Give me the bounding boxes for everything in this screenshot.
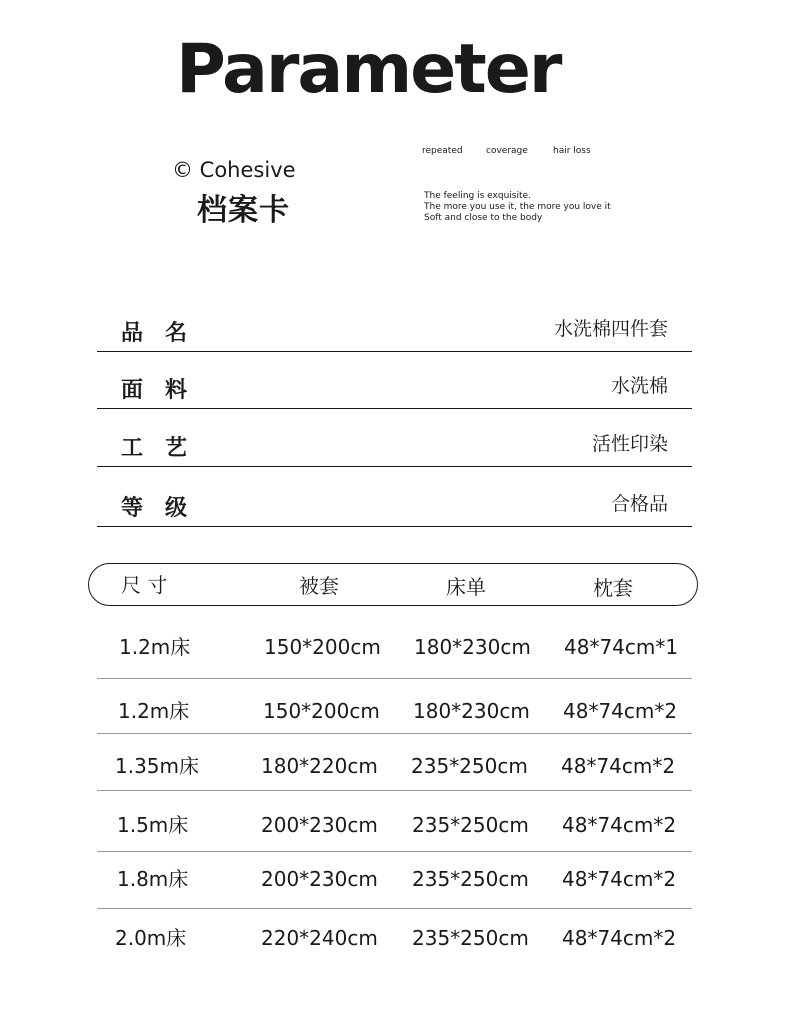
- cell-pillow: 48*74cm*2: [561, 754, 676, 778]
- cell-sheet: 180*230cm: [414, 635, 531, 659]
- cell-bed-size: 2.0m床: [115, 926, 187, 950]
- param-row-product-name: [97, 294, 692, 352]
- brand-name: © Cohesive: [172, 158, 296, 182]
- table-row: [97, 734, 692, 791]
- param-value: 合格品: [610, 493, 668, 515]
- cell-duvet: 200*230cm: [261, 813, 378, 837]
- cell-bed-size: 1.5m床: [117, 813, 189, 837]
- header-bed-sheet: 床单: [446, 575, 486, 599]
- slogan-line: Soft and close to the body: [424, 213, 543, 223]
- cell-duvet: 200*230cm: [261, 867, 378, 891]
- header-duvet-cover: 被套: [299, 574, 339, 598]
- table-row: [97, 791, 692, 852]
- param-row-grade: [97, 469, 692, 527]
- cell-sheet: 235*250cm: [412, 867, 529, 891]
- table-row: [97, 909, 692, 969]
- header-pillowcase: 枕套: [593, 576, 633, 600]
- param-row-fabric: [97, 351, 692, 409]
- cell-pillow: 48*74cm*2: [563, 699, 678, 723]
- cell-duvet: 150*200cm: [264, 635, 381, 659]
- table-row: [97, 679, 692, 734]
- slogan-line: The feeling is exquisite.: [424, 191, 531, 201]
- cell-duvet: 150*200cm: [263, 699, 380, 723]
- table-row: [97, 620, 692, 679]
- page-title: Parameter: [176, 30, 561, 109]
- cell-bed-size: 1.8m床: [117, 867, 189, 891]
- tag-repeated: repeated: [422, 146, 463, 156]
- cell-sheet: 180*230cm: [413, 699, 530, 723]
- cell-pillow: 48*74cm*1: [564, 635, 679, 659]
- param-label: 面料: [121, 378, 210, 403]
- cell-pillow: 48*74cm*2: [562, 926, 677, 950]
- slogan: [424, 191, 611, 224]
- table-row: [97, 852, 692, 909]
- param-label: 品名: [121, 321, 210, 346]
- param-row-craft: [97, 409, 692, 467]
- param-label: 工艺: [121, 436, 210, 461]
- cell-bed-size: 1.35m床: [115, 754, 200, 778]
- cell-sheet: 235*250cm: [412, 926, 529, 950]
- cell-sheet: 235*250cm: [412, 813, 529, 837]
- param-value: 水洗棉: [610, 375, 668, 397]
- cell-sheet: 235*250cm: [411, 754, 528, 778]
- param-label: 等级: [121, 496, 210, 521]
- param-value: 活性印染: [591, 433, 668, 455]
- cell-pillow: 48*74cm*2: [562, 813, 677, 837]
- size-table-header: [88, 563, 698, 606]
- param-value: 水洗棉四件套: [553, 318, 668, 340]
- cell-duvet: 220*240cm: [261, 926, 378, 950]
- archive-card-label: 档案卡: [197, 193, 290, 228]
- tag-hair-loss: hair loss: [553, 146, 591, 156]
- cell-bed-size: 1.2m床: [118, 699, 190, 723]
- cell-pillow: 48*74cm*2: [562, 867, 677, 891]
- header-size: 尺 寸: [121, 573, 168, 597]
- tag-coverage: coverage: [486, 146, 528, 156]
- slogan-line: The more you use it, the more you love it: [424, 202, 611, 212]
- cell-duvet: 180*220cm: [261, 754, 378, 778]
- cell-bed-size: 1.2m床: [119, 635, 191, 659]
